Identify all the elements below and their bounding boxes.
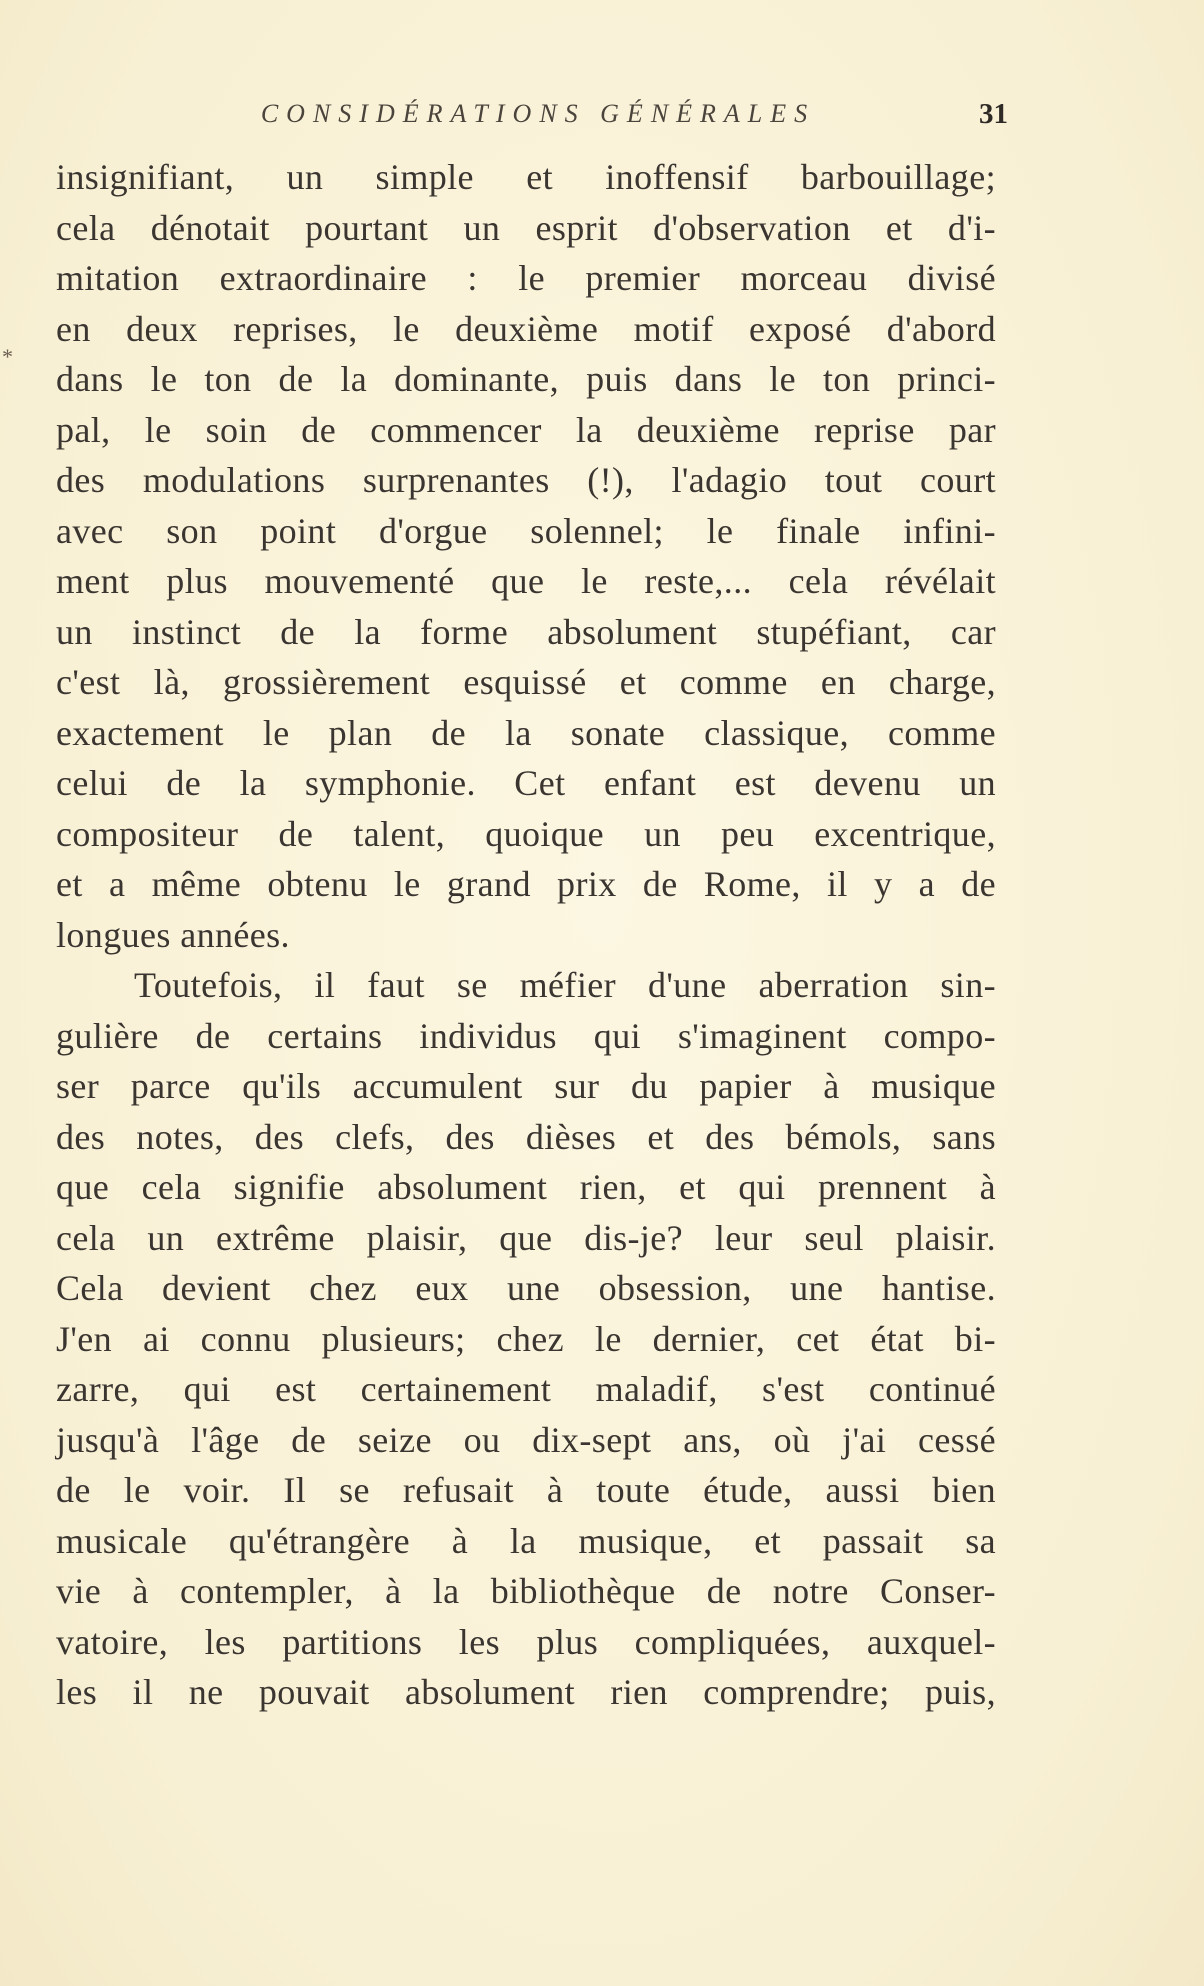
text-line: zarre, qui est certainement maladif, s'est continué xyxy=(56,1369,996,1409)
text-line: ment plus mouvementé que le reste,... cela révélait xyxy=(56,561,996,601)
text-line: c'est là, grossièrement esquissé et comme en charge, xyxy=(56,662,996,702)
text-line: compositeur de talent, quoique un peu excentrique, xyxy=(56,813,996,854)
text-line: vie à contempler, à la bibliothèque de notre Conser- xyxy=(56,1571,996,1611)
text-line: en deux reprises, le deuxième motif exposé d'abord xyxy=(56,308,996,349)
text-line: de le voir. Il se refusait à toute étude, aussi bien xyxy=(56,1470,996,1510)
text-line: pal, le soin de commencer la deuxième reprise par xyxy=(56,409,996,450)
text-line: celui de la symphonie. Cet enfant est devenu un xyxy=(56,763,996,803)
text-line: des modulations surprenantes (!), l'adagio tout court xyxy=(56,460,996,500)
paragraph-1 xyxy=(56,152,996,960)
text-line: mitation extraordinaire : le premier morceau divisé xyxy=(56,258,996,298)
text-line: cela dénotait pourtant un esprit d'observation et d'i- xyxy=(56,207,996,248)
text-line: jusqu'à l'âge de seize ou dix-sept ans, où j'ai cessé xyxy=(56,1419,996,1460)
text-line: et a même obtenu le grand prix de Rome, il y a de xyxy=(56,864,996,904)
body-text xyxy=(56,152,996,1718)
running-head xyxy=(0,94,1204,134)
page-number: 31 xyxy=(979,98,1008,130)
text-line: vatoire, les partitions les plus compliquées, auxquel- xyxy=(56,1621,996,1662)
text-line: insignifiant, un simple et inoffensif barbouillage; xyxy=(56,157,996,197)
margin-mark: * xyxy=(2,344,13,369)
text-line: cela un extrême plaisir, que dis-je? leur seul plaisir. xyxy=(56,1217,996,1258)
text-line: ser parce qu'ils accumulent sur du papier à musique xyxy=(56,1066,996,1106)
text-line: gulière de certains individus qui s'imaginent compo- xyxy=(56,1015,996,1056)
text-line: exactement le plan de la sonate classique, comme xyxy=(56,712,996,753)
text-line: avec son point d'orgue solennel; le finale infini- xyxy=(56,510,996,551)
text-line: Cela devient chez eux une obsession, une hantise. xyxy=(56,1268,996,1308)
text-line: des notes, des clefs, des dièses et des bémols, sans xyxy=(56,1116,996,1157)
text-line: J'en ai connu plusieurs; chez le dernier, cet état bi- xyxy=(56,1318,996,1359)
text-line: dans le ton de la dominante, puis dans le ton princi- xyxy=(56,359,996,399)
text-line: longues années. xyxy=(56,914,290,955)
paragraph-2 xyxy=(56,960,996,1718)
text-line: que cela signifie absolument rien, et qui prennent à xyxy=(56,1167,996,1207)
text-line: Toutefois, il faut se méfier d'une aberration sin- xyxy=(134,965,996,1005)
text-line: les il ne pouvait absolument rien comprendre; puis, xyxy=(56,1672,996,1712)
text-line: musicale qu'étrangère à la musique, et passait sa xyxy=(56,1520,996,1561)
text-line: un instinct de la forme absolument stupéfiant, car xyxy=(56,611,996,652)
running-title: CONSIDÉRATIONS GÉNÉRALES xyxy=(260,99,816,128)
